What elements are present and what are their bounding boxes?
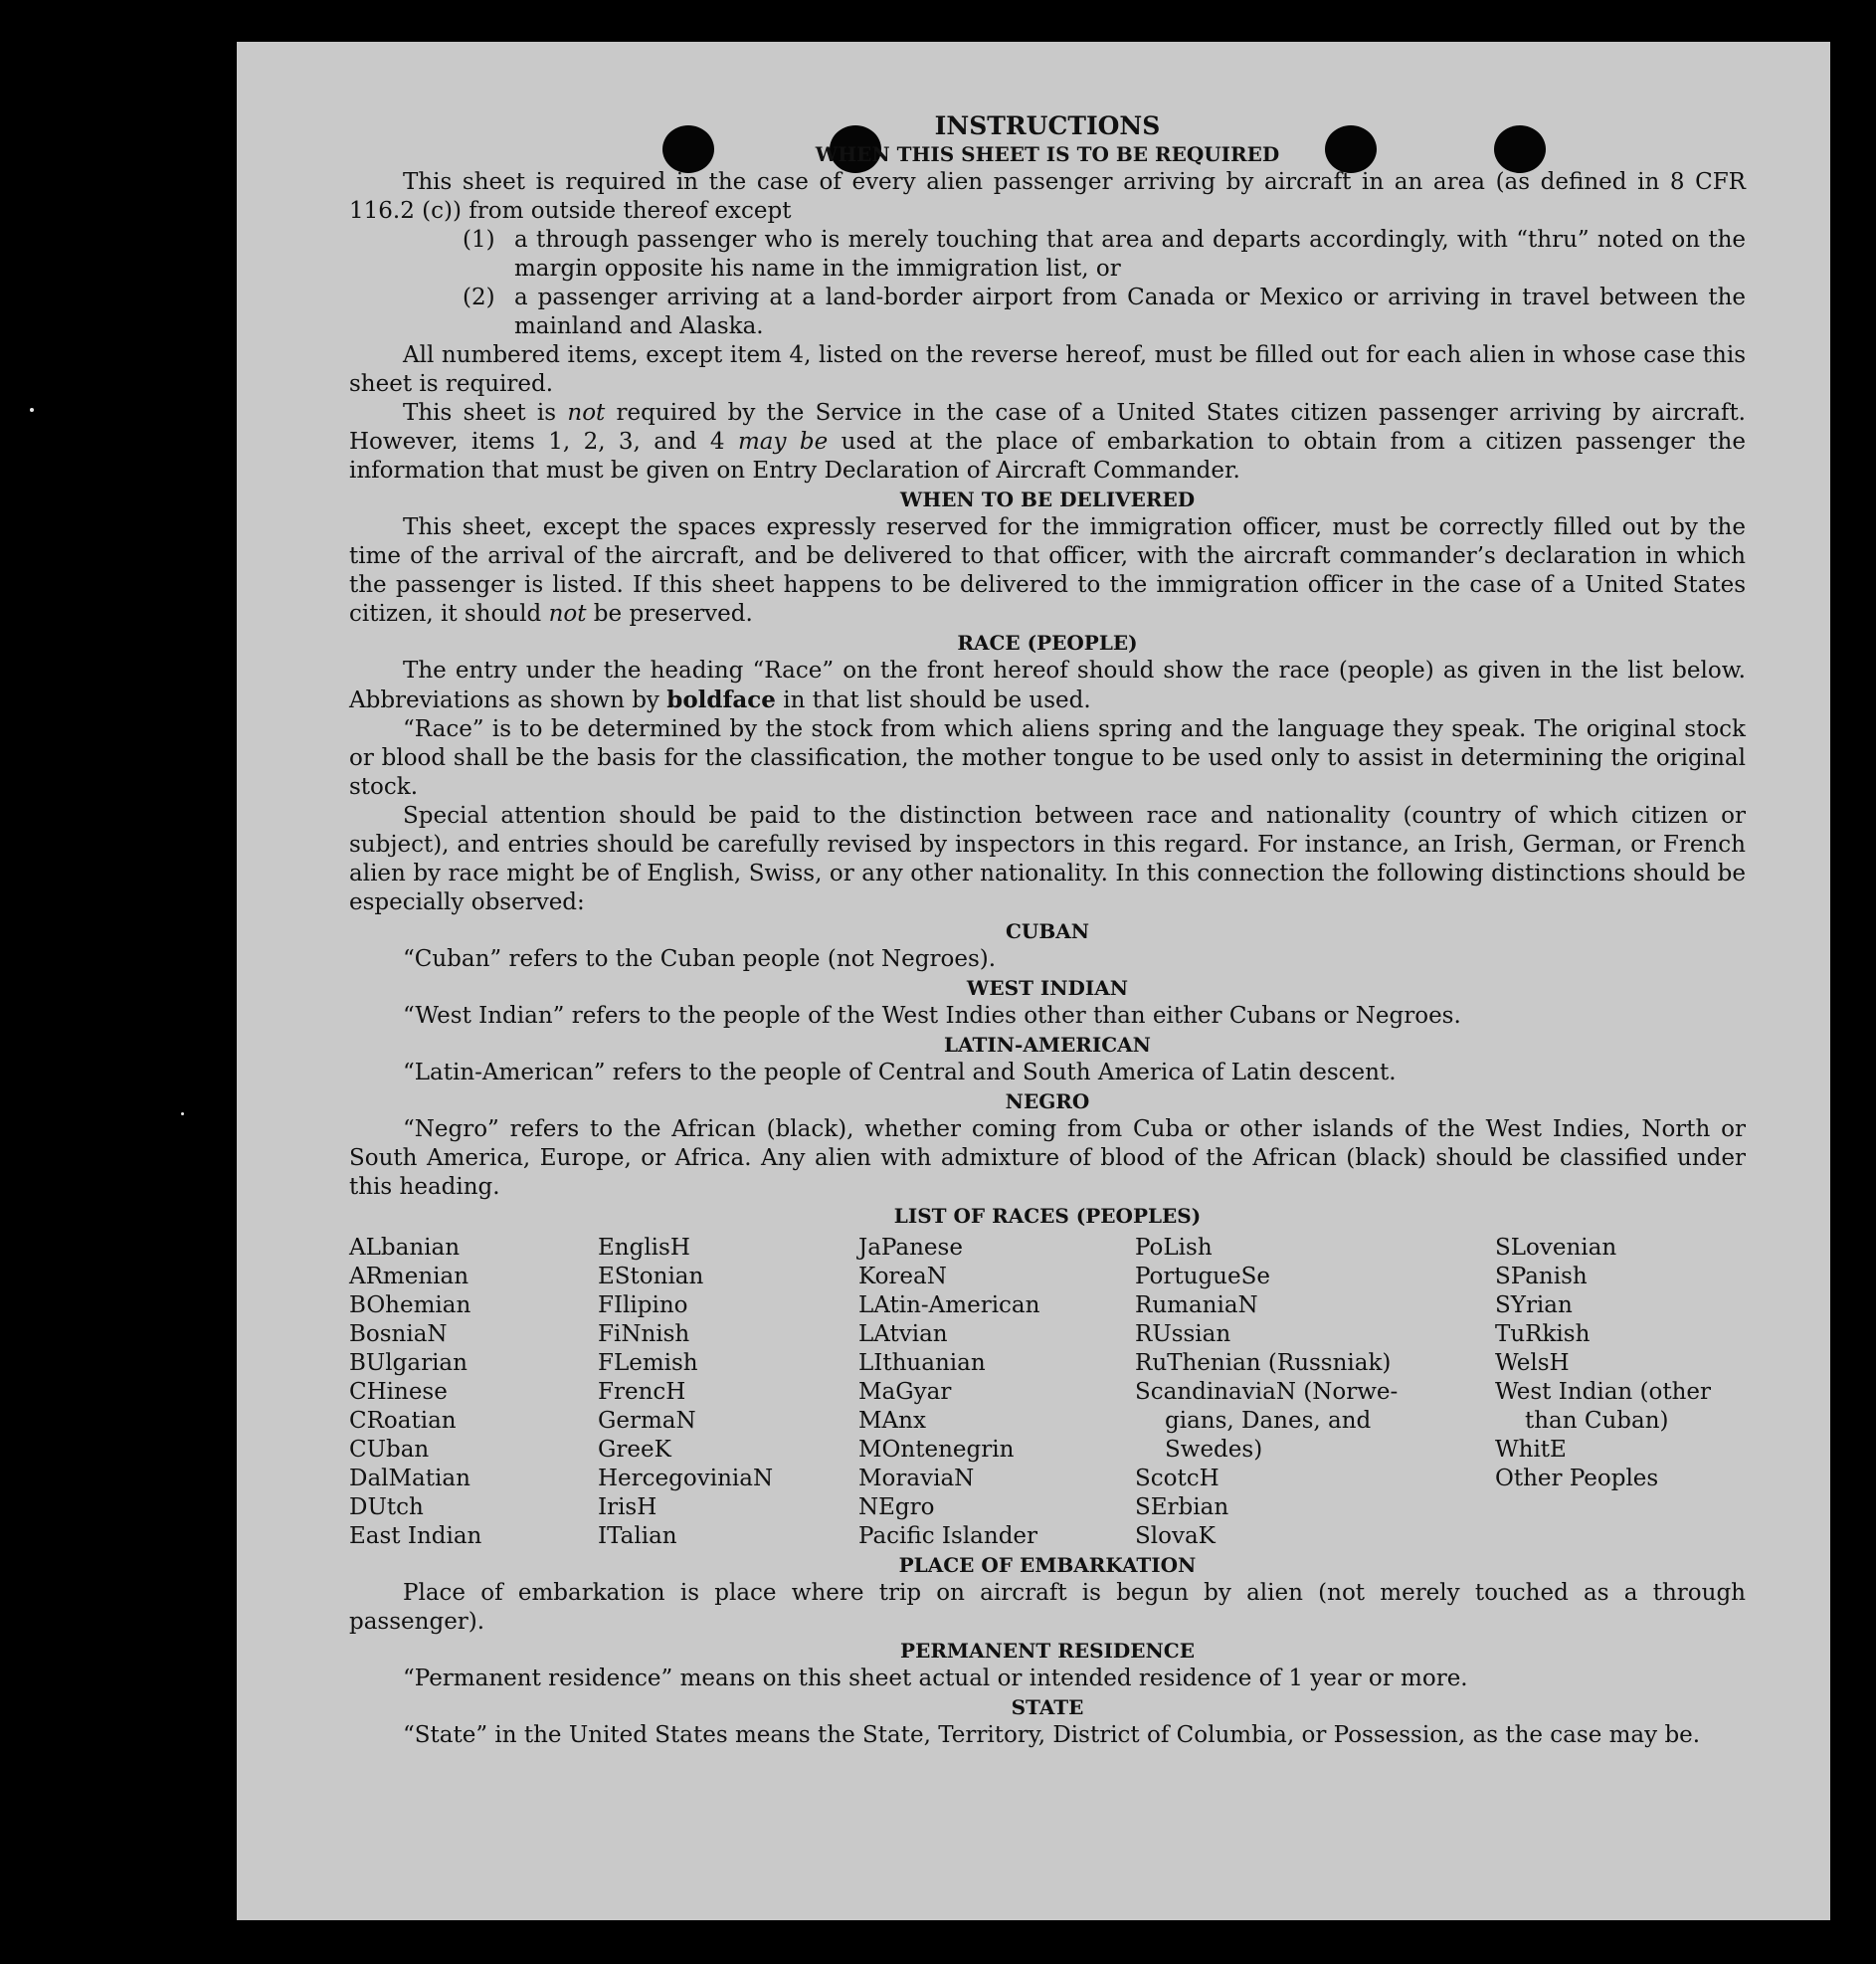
race-entry: LIthuanian: [858, 1350, 986, 1376]
paragraph: “Negro” refers to the African (black), whether coming from Cuba or other islands of the West Indies, North or South America, Europe, or Africa. Any alien with admixture of blood of the African (black) should be classified under this heading.: [349, 1116, 1746, 1200]
list-item: [349, 226, 1746, 284]
race-entry: Other Peoples: [1495, 1466, 1659, 1491]
section-heading-negro: NEGRO: [1005, 1089, 1090, 1113]
race-entry: GreeK: [598, 1437, 671, 1463]
text-run: required by the Service in the case of a United States citizen passenger arriving by aircraft. However, items 1, 2, 3, and 4: [349, 400, 1746, 455]
race-entry: SlovaK: [1135, 1523, 1216, 1549]
section-heading-races-list: LIST OF RACES (PEOPLES): [893, 1204, 1202, 1228]
paragraph: “Race” is to be determined by the stock from which aliens spring and the language they speak. The original stock or blood shall be the basis for the classification, the mother tongue to be used only to assist in determining the original stock.: [349, 716, 1746, 800]
race-entry: CRoatian: [349, 1408, 457, 1434]
emphasis: not: [548, 601, 587, 627]
race-entry: FrencH: [598, 1379, 686, 1405]
race-entry: BUlgarian: [349, 1350, 468, 1376]
section-heading-residence: PERMANENT RESIDENCE: [900, 1639, 1195, 1663]
race-entry: MoraviaN: [858, 1466, 975, 1491]
scan-speck: [181, 1112, 184, 1115]
paragraph: [349, 513, 1746, 629]
item-number: (2): [463, 285, 495, 310]
race-entry: ARmenian: [349, 1264, 469, 1289]
race-entry: BosniaN: [349, 1321, 448, 1347]
race-entry: BOhemian: [349, 1292, 471, 1318]
section-heading-embarkation: PLACE OF EMBARKATION: [898, 1553, 1197, 1577]
race-entry: EStonian: [598, 1264, 704, 1289]
section-heading-latin-american: LATIN-AMERICAN: [944, 1033, 1151, 1057]
paragraph: Special attention should be paid to the distinction between race and nationality (country of which citizen or subject), and entries should be carefully revised by inspectors in this regard. For instance, an Irish, German, or French alien by race might be of English, Swiss, or any other nationality. In this connection the following distinctions should be especially observed:: [349, 803, 1746, 915]
race-entry: RuThenian (Russniak): [1135, 1350, 1392, 1376]
instructions-text: [349, 111, 1746, 1750]
paragraph: “State” in the United States means the State, Territory, District of Columbia, or Possession, as the case may be.: [403, 1722, 1701, 1748]
race-entry: FiNnish: [598, 1321, 690, 1347]
race-entry: PortugueSe: [1135, 1264, 1270, 1289]
race-entry: Pacific Islander: [858, 1523, 1038, 1549]
text-run: The entry under the heading “Race” on the front hereof should show the race (people) as given in the list below. Abbreviations as shown by: [349, 658, 1746, 713]
race-entry: ScandinaviaN (Norwe-: [1135, 1379, 1399, 1405]
text-run: This sheet, except the spaces expressly reserved for the immigration officer, must be correctly filled out by the time of the arrival of the aircraft, and be delivered to that officer, with the aircraft commander’s declaration in which the passenger is listed. If this sheet happens to be delivered to the immigration officer in the case of a United States citizen, it should: [349, 514, 1746, 627]
races-list: [349, 1234, 1746, 1551]
race-entry: EnglisH: [598, 1235, 690, 1261]
race-entry: RumaniaN: [1135, 1292, 1258, 1318]
text-run: in that list should be used.: [775, 687, 1091, 713]
section-heading-required: WHEN THIS SHEET IS TO BE REQUIRED: [815, 142, 1280, 166]
race-entry: MaGyar: [858, 1379, 952, 1405]
race-entry: than Cuban): [1525, 1408, 1669, 1434]
list-item: [349, 284, 1746, 341]
section-heading-state: STATE: [1011, 1695, 1084, 1719]
races-column-1: [349, 1234, 598, 1551]
race-entry: TuRkish: [1495, 1321, 1591, 1347]
section-heading-cuban: CUBAN: [1005, 919, 1090, 943]
bold-term: boldface: [666, 687, 776, 713]
item-text: a through passenger who is merely touching that area and departs accordingly, with “thru” noted on the margin opposite his name in the immigration list, or: [514, 227, 1746, 282]
race-entry: FIlipino: [598, 1292, 688, 1318]
race-entry: SPanish: [1495, 1264, 1588, 1289]
race-entry: SLovenian: [1495, 1235, 1617, 1261]
races-column-3: [858, 1234, 1135, 1551]
race-entry: RUssian: [1135, 1321, 1231, 1347]
text-run: be preserved.: [586, 601, 753, 627]
scan-speck: [30, 408, 34, 412]
race-entry: SYrian: [1495, 1292, 1573, 1318]
paragraph: “Cuban” refers to the Cuban people (not Negroes).: [403, 946, 997, 972]
race-entry: WhitE: [1495, 1437, 1567, 1463]
paragraph: “Latin-American” refers to the people of Central and South America of Latin descent.: [403, 1060, 1397, 1085]
races-column-2: [598, 1234, 858, 1551]
race-entry: Swedes): [1165, 1437, 1263, 1463]
paragraph: “West Indian” refers to the people of the West Indies other than either Cubans or Negroes.: [403, 1003, 1461, 1029]
paragraph: All numbered items, except item 4, listed on the reverse hereof, must be filled out for each alien in whose case this sheet is required.: [349, 342, 1746, 397]
paragraph: “Permanent residence” means on this sheet actual or intended residence of 1 year or more.: [403, 1666, 1468, 1691]
text-run: This sheet is: [403, 400, 568, 426]
race-entry: ITalian: [598, 1523, 677, 1549]
paragraph: [349, 399, 1746, 486]
race-entry: gians, Danes, and: [1165, 1408, 1372, 1434]
race-entry: CHinese: [349, 1379, 448, 1405]
paragraph: This sheet is required in the case of every alien passenger arriving by aircraft in an area (as defined in 8 CFR 116.2 (c)) from outside thereof except: [349, 169, 1746, 224]
race-entry: MOntenegrin: [858, 1437, 1015, 1463]
race-entry: ALbanian: [349, 1235, 461, 1261]
race-entry: DalMatian: [349, 1466, 470, 1491]
emphasis: not: [567, 400, 606, 426]
race-entry: PoLish: [1135, 1235, 1213, 1261]
races-column-4: [1135, 1234, 1417, 1551]
race-entry: SErbian: [1135, 1494, 1229, 1520]
race-entry: KoreaN: [858, 1264, 947, 1289]
races-column-5: [1495, 1234, 1746, 1551]
race-entry: LAtin-American: [858, 1292, 1040, 1318]
race-entry: West Indian (other: [1495, 1379, 1712, 1405]
race-entry: HercegoviniaN: [598, 1466, 774, 1491]
section-heading-delivered: WHEN TO BE DELIVERED: [899, 488, 1196, 511]
paragraph: Place of embarkation is place where trip on aircraft is begun by alien (not merely touched as a through passenger).: [349, 1580, 1746, 1635]
item-text: a passenger arriving at a land-border airport from Canada or Mexico or arriving in travel between the mainland and Alaska.: [514, 285, 1746, 339]
section-heading-race: RACE (PEOPLE): [957, 631, 1138, 655]
race-entry: JaPanese: [858, 1235, 963, 1261]
text-run: used at the place of embarkation to obtain from a citizen passenger the information that must be given on Entry Declaration of Aircraft Commander.: [349, 429, 1746, 484]
race-entry: LAtvian: [858, 1321, 948, 1347]
item-number: (1): [463, 227, 495, 253]
race-entry: DUtch: [349, 1494, 424, 1520]
race-entry: MAnx: [858, 1408, 926, 1434]
race-entry: CUban: [349, 1437, 430, 1463]
page-title: INSTRUCTIONS: [934, 111, 1161, 140]
race-entry: East Indian: [349, 1523, 482, 1549]
paragraph: [349, 657, 1746, 715]
emphasis: may be: [737, 429, 829, 455]
race-entry: FLemish: [598, 1350, 698, 1376]
race-entry: ScotcH: [1135, 1466, 1219, 1491]
race-entry: NEgro: [858, 1494, 935, 1520]
section-heading-west-indian: WEST INDIAN: [966, 976, 1129, 1000]
race-entry: WelsH: [1495, 1350, 1570, 1376]
race-entry: GermaN: [598, 1408, 696, 1434]
race-entry: IrisH: [598, 1494, 657, 1520]
